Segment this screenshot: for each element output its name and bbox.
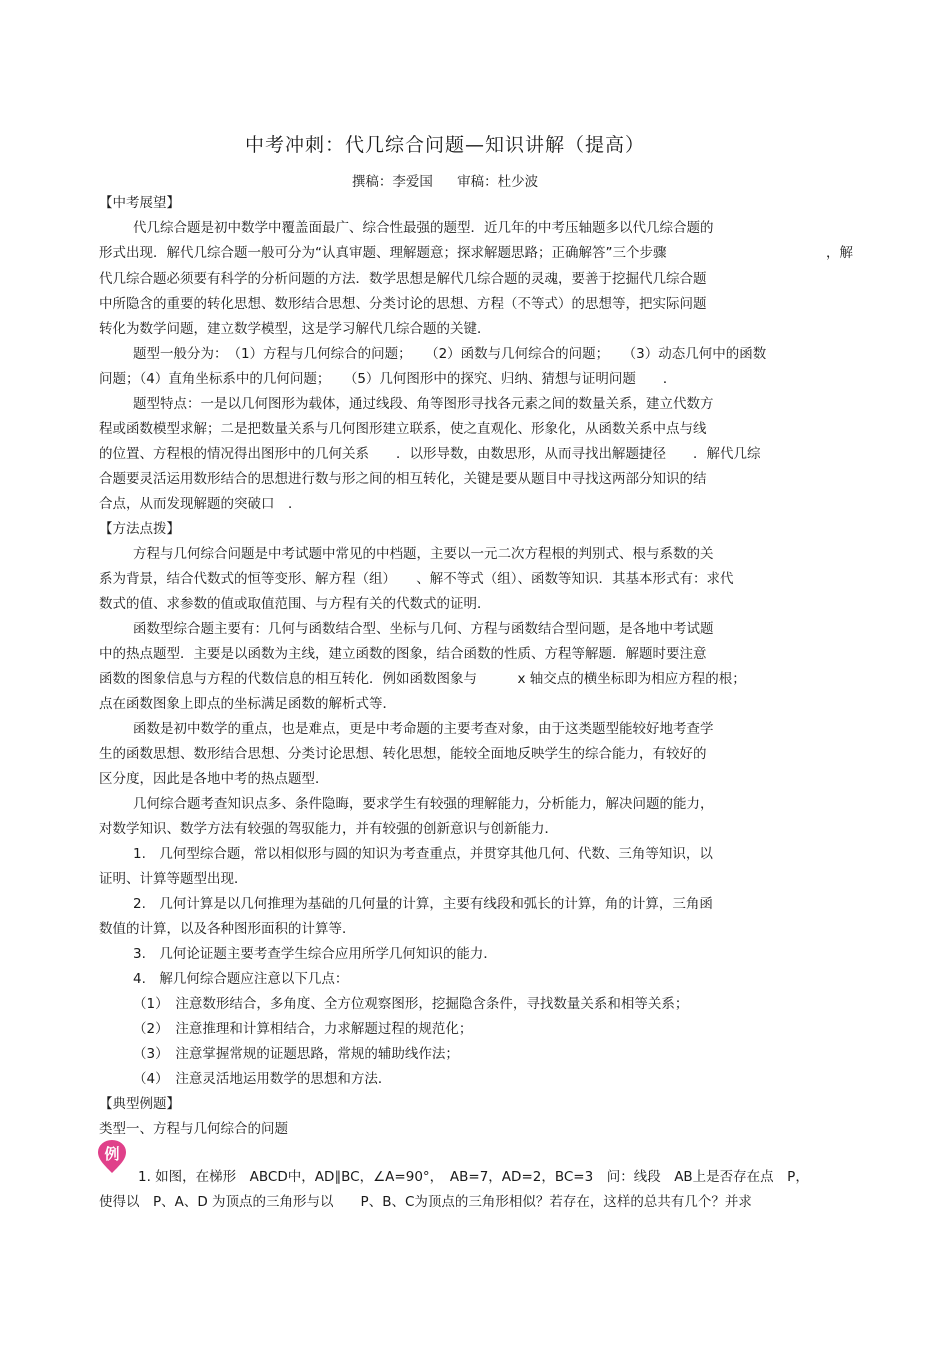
list-item: 2. 几何计算是以几何推理为基础的几何量的计算，主要有线段和弧长的计算，角的计算，三角函 xyxy=(133,896,713,912)
paragraph-line: 中所隐含的重要的转化思想、数形结合思想、分类讨论的思想、方程（不等式）的思想等，把实际问题 xyxy=(99,296,707,312)
paragraph-line: 题型特点：一是以几何图形为载体，通过线段、角等图形寻找各元素之间的数量关系，建立代数方 xyxy=(133,396,714,412)
type-heading: 类型一、方程与几何综合的问题 xyxy=(99,1121,288,1137)
paragraph-line: 代几综合题是初中数学中覆盖面最广、综合性最强的题型．近几年的中考压轴题多以代几综合题的 xyxy=(133,220,714,236)
list-item: 1. 几何型综合题，常以相似形与圆的知识为考查重点，并贯穿其他几何、代数、三角等知识，以 xyxy=(133,846,713,862)
paragraph-line: ，解 xyxy=(826,245,853,261)
paragraph-line: 程或函数模型求解；二是把数量关系与几何图形建立联系，使之直观化、形象化，从函数关系中点与线 xyxy=(99,421,707,437)
paragraph-line: 函数的图象信息与方程的代数信息的相互转化．例如函数图象与 x 轴交点的横坐标即为相应方程的根； xyxy=(99,671,746,687)
sub-list-item: （1） 注意数形结合，多角度、全方位观察图形，挖掘隐含条件，寻找数量关系和相等关系； xyxy=(133,996,689,1012)
paragraph-line: 几何综合题考查知识点多、条件隐晦，要求学生有较强的理解能力，分析能力，解决问题的能力， xyxy=(133,796,714,812)
paragraph-line: 点在函数图象上即点的坐标满足函数的解析式等． xyxy=(99,696,396,712)
paragraph-line: 区分度，因此是各地中考的热点题型． xyxy=(99,771,329,787)
example-question-line: 1. 如图，在梯形 ABCD中，AD∥BC，∠A=90°， AB=7，AD=2，BC=3 问：线段 AB上是否存在点 P， xyxy=(138,1169,809,1185)
paragraph-line: 问题；（4）直角坐标系中的几何问题； （5）几何图形中的探究、归纳、猜想与证明问题 ． xyxy=(99,371,677,387)
author-line xyxy=(0,170,890,190)
list-item: 4. 解几何综合题应注意以下几点： xyxy=(133,971,349,987)
page-title: 中考冲刺：代几综合问题—知识讲解（提高） xyxy=(244,134,645,156)
paragraph-line: 合点，从而发现解题的突破口 ． xyxy=(99,496,302,512)
paragraph-line: 对数学知识、数学方法有较强的驾驭能力，并有较强的创新意识与创新能力． xyxy=(99,821,558,837)
example-badge-icon xyxy=(97,1140,127,1174)
paragraph-line: 的位置、方程根的情况得出图形中的几何关系 ．以形导数，由数思形，从而寻找出解题捷径 ．解代几综 xyxy=(99,446,761,462)
paragraph-line: 生的函数思想、数形结合思想、分类讨论思想、转化思想，能较全面地反映学生的综合能力，有较好的 xyxy=(99,746,707,762)
list-item: 证明、计算等题型出现． xyxy=(99,871,248,887)
paragraph-line: 方程与几何综合问题是中考试题中常见的中档题，主要以一元二次方程根的判别式、根与系数的关 xyxy=(133,546,714,562)
paragraph-line: 题型一般分为： （1）方程与几何综合的问题； （2）函数与几何综合的问题； （3）动态几何中的函数 xyxy=(133,346,767,362)
example-badge-label: 例 xyxy=(104,1145,120,1163)
sub-list-item: （3） 注意掌握常规的证题思路，常规的辅助线作法； xyxy=(133,1046,459,1062)
sub-list-item: （4） 注意灵活地运用数学的思想和方法． xyxy=(133,1071,392,1087)
paragraph-line: 函数型综合题主要有：几何与函数结合型、坐标与几何、方程与函数结合型问题，是各地中考试题 xyxy=(133,621,714,637)
paragraph-line: 转化为数学问题，建立数学模型，这是学习解代几综合题的关键． xyxy=(99,321,491,337)
section-heading-outlook: 【中考展望】 xyxy=(99,195,180,211)
section-heading-method: 【方法点拨】 xyxy=(99,521,180,537)
paragraph-line: 系为背景，结合代数式的恒等变形、解方程（组） 、解不等式（组）、函数等知识．其基本形式有：求代 xyxy=(99,571,734,587)
reviewer: 审稿：杜少波 xyxy=(457,174,539,190)
paragraph-line: 合题要灵活运用数形结合的思想进行数与形之间的相互转化，关键是要从题目中寻找这两部分知识的结 xyxy=(99,471,707,487)
paragraph-line: 数式的值、求参数的值或取值范围、与方程有关的代数式的证明． xyxy=(99,596,491,612)
paragraph-line: 代几综合题必须要有科学的分析问题的方法．数学思想是解代几综合题的灵魂，要善于挖掘代几综合题 xyxy=(99,271,707,287)
example-question-line: 使得以 P、A、D 为顶点的三角形与以 P、B、C为顶点的三角形相似？若存在，这样的总共有几个？并求 xyxy=(99,1194,752,1210)
paragraph-line: 函数是初中数学的重点，也是难点，更是中考命题的主要考查对象，由于这类题型能较好地考查学 xyxy=(133,721,714,737)
writer: 撰稿：李爱国 xyxy=(351,174,433,190)
section-heading-examples: 【典型例题】 xyxy=(99,1096,180,1112)
list-item: 3. 几何论证题主要考查学生综合应用所学几何知识的能力． xyxy=(133,946,497,962)
paragraph-line: 中的热点题型．主要是以函数为主线，建立函数的图象，结合函数的性质、方程等解题．解题时要注意 xyxy=(99,646,707,662)
list-item: 数值的计算，以及各种图形面积的计算等． xyxy=(99,921,356,937)
paragraph-line: 形式出现．解代几综合题一般可分为“认真审题、理解题意；探求解题思路；正确解答”三个步骤 xyxy=(99,245,667,261)
sub-list-item: （2） 注意推理和计算相结合，力求解题过程的规范化； xyxy=(133,1021,473,1037)
